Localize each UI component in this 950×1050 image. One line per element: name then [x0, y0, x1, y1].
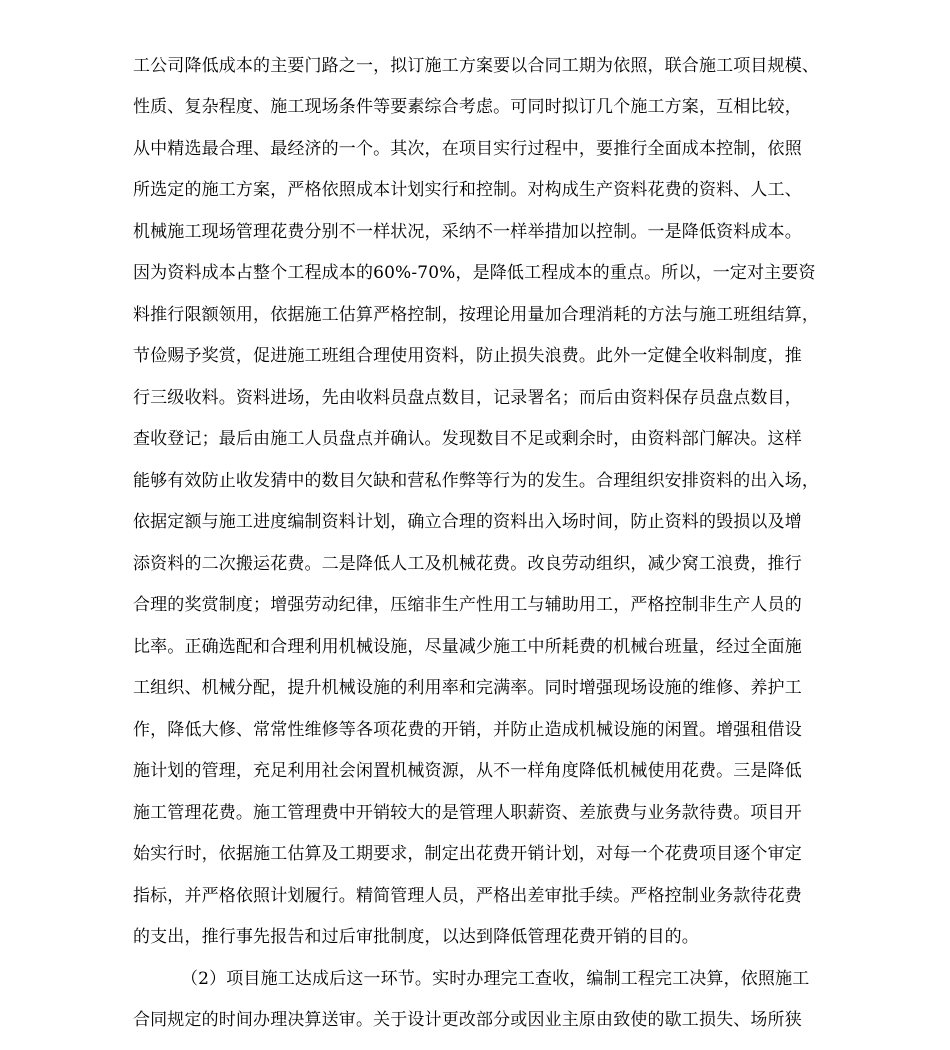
text-line: 机械施工现场管理花费分别不一样状况，采纳不一样举措加以控制。一是降低资料成本。	[133, 222, 802, 242]
text-line: 依据定额与施工进度编制资料计划，确立合理的资料出入场时间，防止资料的毁损以及增	[133, 512, 802, 532]
paragraph-first-line: （2）项目施工达成后这一环节。实时办理完工查收，编制工程完工决算，依照施工	[181, 969, 810, 989]
text-line: 从中精选最合理、最经济的一个。其次，在项目实行过程中，要推行全面成本控制，依照	[133, 139, 802, 159]
text-line: 性质、复杂程度、施工现场条件等要素综合考虑。可同时拟订几个施工方案，互相比较，	[133, 97, 802, 117]
text-line: 料推行限额领用，依据施工估算严格控制，按理论用量加合理消耗的方法与施工班组结算，	[133, 305, 819, 325]
text-line: 施计划的管理，充足利用社会闲置机械资源，从不一样角度降低机械使用花费。三是降低	[133, 761, 802, 781]
text-line: 比率。正确选配和合理利用机械设施，尽量减少施工中所耗费的机械台班量，经过全面施	[133, 637, 802, 657]
text-line: 节俭赐予奖赏，促进施工班组合理使用资料，防止损失浪费。此外一定健全收料制度，推	[133, 346, 802, 366]
text-line: 工公司降低成本的主要门路之一，拟订施工方案要以合同工期为依照，联合施工项目规模、	[133, 56, 819, 76]
text-line: 能够有效防止收发猜中的数目欠缺和营私作弊等行为的发生。合理组织安排资料的出入场，	[133, 471, 819, 491]
text-line: 行三级收料。资料进场，先由收料员盘点数目，记录署名；而后由资料保存员盘点数目，	[133, 388, 802, 408]
text-line: 因为资料成本占整个工程成本的60%-70%，是降低工程成本的重点。所以，一定对主要资	[133, 263, 816, 283]
text-line: 的支出，推行事先报告和过后审批制度，以达到降低管理花费开销的目的。	[133, 927, 699, 947]
text-line: 查收登记；最后由施工人员盘点并确认。发现数目不足或剩余时，由资料部门解决。这样	[133, 429, 802, 449]
text-line: 工组织、机械分配，提升机械设施的利用率和完满率。同时增强现场设施的维修、养护工	[133, 678, 802, 698]
text-line: 始实行时，依据施工估算及工期要求，制定出花费开销计划，对每一个花费项目逐个审定	[133, 844, 802, 864]
text-line: 指标，并严格依照计划履行。精简管理人员，严格出差审批手续。严格控制业务款待花费	[133, 886, 802, 906]
text-line: 添资料的二次搬运花费。二是降低人工及机械花费。改良劳动组织，减少窝工浪费，推行	[133, 554, 802, 574]
text-line: 所选定的施工方案，严格依照成本计划实行和控制。对构成生产资料花费的资料、人工、	[133, 180, 802, 200]
text-line: 合理的奖赏制度；增强劳动纪律，压缩非生产性用工与辅助用工，严格控制非生产人员的	[133, 595, 802, 615]
text-line: 施工管理花费。施工管理费中开销较大的是管理人职薪资、差旅费与业务款待费。项目开	[133, 803, 802, 823]
text-line: 合同规定的时间办理决算送审。关于设计更改部分或因业主原由致使的歇工损失、场所狭	[133, 1010, 802, 1030]
text-line: 作，降低大修、常常性维修等各项花费的开销，并防止造成机械设施的闲置。增强租借设	[133, 720, 802, 740]
